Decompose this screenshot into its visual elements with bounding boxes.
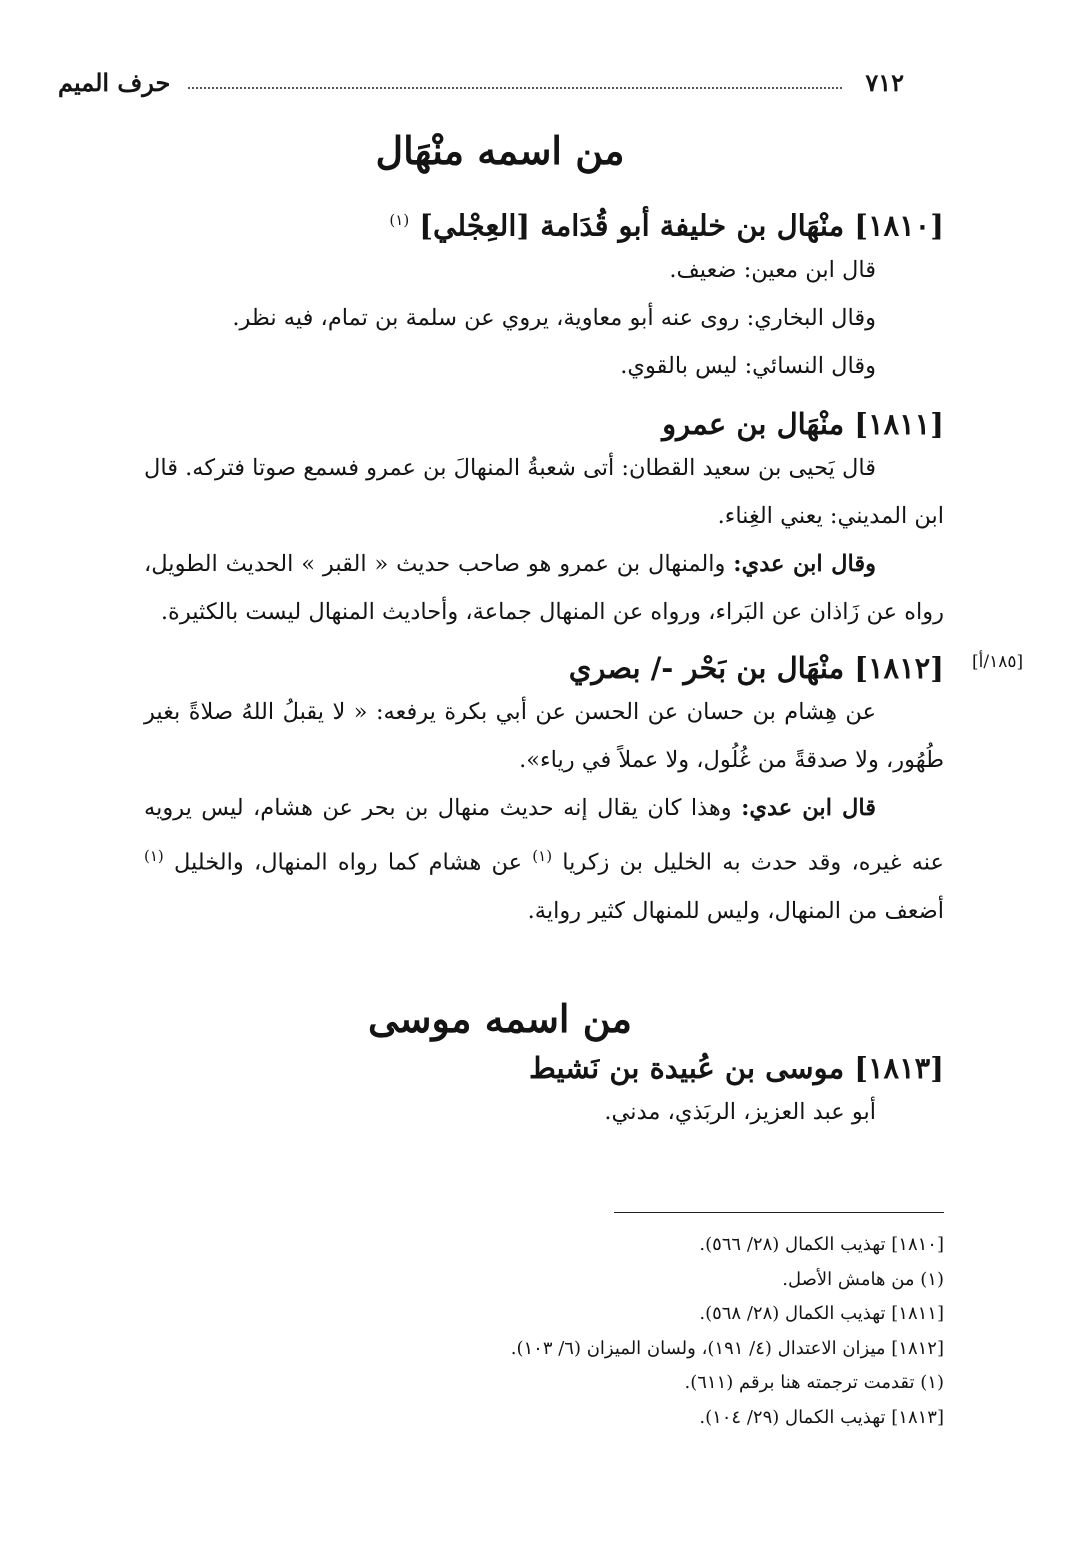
paragraph [144, 784, 944, 935]
header-divider [188, 87, 842, 89]
footnote-item: [١٨١٠] تهذيب الكمال (٢٨/ ٥٦٦). [699, 1234, 944, 1255]
paragraph-text: أضعف من المنهال، وليس للمنهال كثير رواية. [527, 897, 944, 924]
paragraph: وقال البخاري: روى عنه أبو معاوية، يروي عن سلمة بن تمام، فيه نظر. [232, 304, 876, 331]
footnote-ref: (١) [532, 847, 553, 865]
entry-title [144, 200, 944, 246]
paragraph-text: عن هشام كما رواه المنهال، والخليل [163, 849, 533, 876]
paragraph: أبو عبد العزيز، الربَذي، مدني. [604, 1099, 876, 1125]
paragraph: وقال النسائي: ليس بالقوي. [620, 352, 876, 379]
footnote-ref: (١) [389, 211, 410, 229]
entry-1810 [144, 200, 944, 390]
footnote-item: [١٨١٣] تهذيب الكمال (٢٩/ ١٠٤). [699, 1406, 944, 1428]
paragraph: قال ابن معين: ضعيف. [669, 256, 876, 283]
entry-title: [١٨١٢] منْهَال بن بَحْر -/ بصري [568, 651, 944, 685]
paragraph-lead: قال ابن عدي: [741, 795, 876, 821]
footnote-ref: (١) [144, 847, 164, 865]
footnote-item: [١٨١٢] ميزان الاعتدال (٤/ ١٩١)، ولسان الميزان (٦/ ١٠٣). [510, 1337, 944, 1359]
entry-1812 [144, 648, 944, 935]
entry-title: [١٨١١] منْهَال بن عمرو [662, 407, 944, 441]
footnote-item: (١) تقدمت ترجمته هنا برقم (٦١١). [684, 1372, 944, 1393]
paragraph-text: وهذا كان يقال إنه حديث منهال بن بحر عن هشام، ليس يرويه عنه غيره، وقد حدث به الخليل بن زكريا [144, 795, 944, 876]
footnotes-list [144, 1228, 944, 1435]
entry-title-text: [١٨١٠] منْهَال بن خليفة أبو قُدَامة [العِجْلي] [419, 208, 944, 243]
section-heading-minhal: من اسمه منْهَال [375, 128, 625, 173]
entry-1813 [144, 1048, 944, 1136]
entry-title: [١٨١٣] موسى بن عُبيدة بن نَشيط [529, 1051, 944, 1085]
entry-1811 [144, 404, 944, 636]
paragraph: عن هِشام بن حسان عن الحسن عن أبي بكرة يرفعه: « لا يقبلُ اللهُ صلاةً بغير طُهُور، ولا صدقةً من غُلُول، ولا عملاً في رياء». [144, 699, 944, 773]
paragraph-lead: وقال ابن عدي: [733, 551, 876, 577]
paragraph [144, 540, 944, 636]
paragraph: قال يَحيى بن سعيد القطان: أتى شعبةُ المنهالَ بن عمرو فسمع صوتا فتركه. قال ابن المديني: يعني الغِناء. [144, 455, 944, 529]
footnote-item: (١) من هامش الأصل. [782, 1268, 944, 1290]
running-header [58, 68, 904, 104]
page-number: ٧١٢ [865, 68, 904, 97]
chapter-title: حرف الميم [58, 68, 171, 97]
footnote-divider [614, 1212, 944, 1213]
section-heading-musa: من اسمه موسى [368, 996, 632, 1041]
margin-folio-note: [١٨٥/أ] [972, 652, 1024, 672]
footnote-item: [١٨١١] تهذيب الكمال (٢٨/ ٥٦٨). [699, 1303, 944, 1324]
paragraph-text: والمنهال بن عمرو هو صاحب حديث « القبر » الحديث الطويل، رواه عن زَاذان عن البَراء، ورواه عن المنهال جماعة، وأحاديث المنهال ليست بالكثيرة. [144, 551, 944, 625]
